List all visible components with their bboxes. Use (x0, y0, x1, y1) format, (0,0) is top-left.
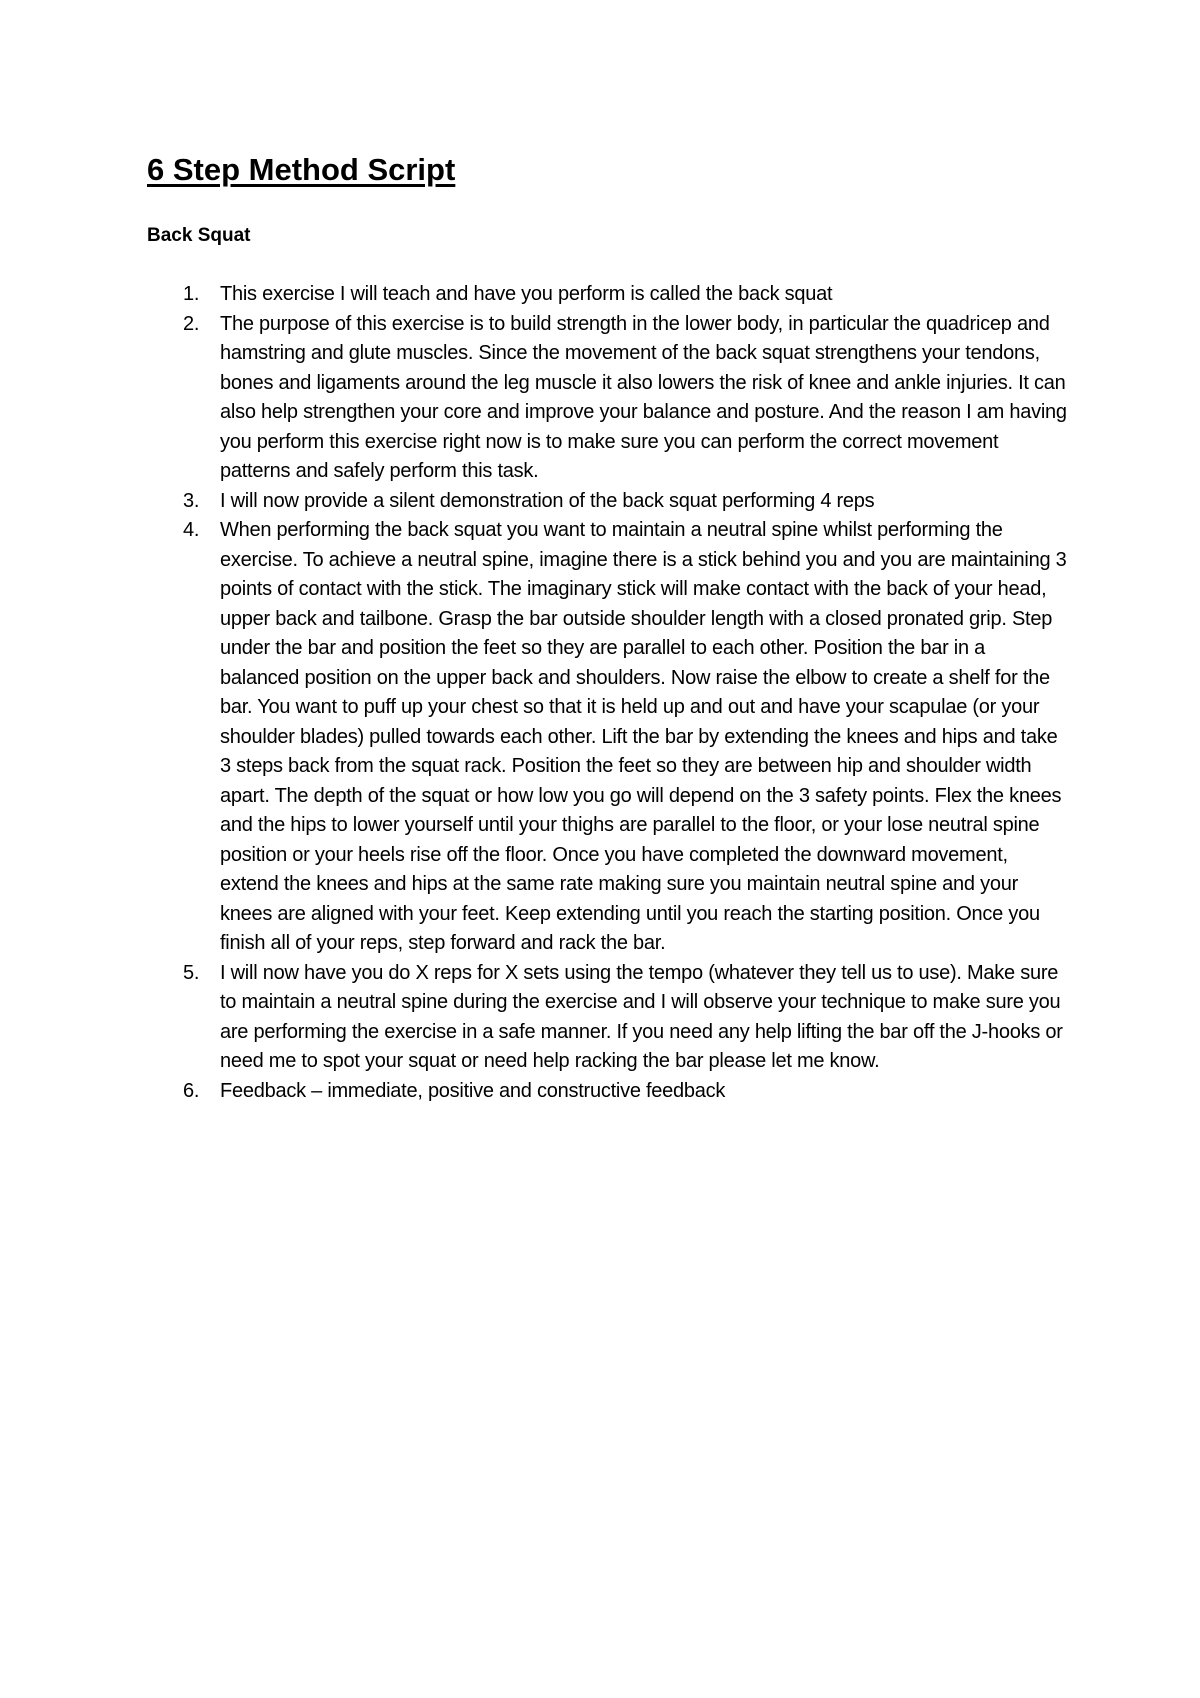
list-item (147, 487, 1067, 517)
list-item (147, 280, 1067, 310)
step-list (147, 280, 1067, 1106)
list-item (147, 1077, 1067, 1107)
step-text: Feedback – immediate, positive and constructive feedback (220, 1079, 726, 1102)
list-item (147, 959, 1067, 1077)
step-number: 4. (183, 519, 200, 541)
step-text: I will now have you do X reps for X sets using the tempo (whatever they tell us to use). Make sure to maintain a neutral spine during the exercise and I will observe your technique to make sure you are performing the exercise in a safe manner. If you need any help lifting the bar off the J-hooks or need me to spot your squat or need help racking the bar please let me know. (220, 961, 1063, 1072)
step-number: 2. (183, 312, 200, 335)
step-text: The purpose of this exercise is to build strength in the lower body, in particular the quadricep and hamstring and glute muscles. Since the movement of the back squat strengthens your tendons, bones and ligaments around the leg muscle it also lowers the risk of knee and ankle injuries. It can also help strengthen your core and improve your balance and posture. And the reason I am having you perform this exercise right now is to make sure you can perform the correct movement patterns and safely perform this task. (220, 312, 1067, 482)
exercise-subtitle: Back Squat (147, 225, 251, 246)
step-text: When performing the back squat you want to maintain a neutral spine whilst performing the exercise. To achieve a neutral spine, imagine there is a stick behind you and you are maintaining 3 points of contact with the stick. The imaginary stick will make contact with the back of your head, upper back and tailbone. Grasp the bar outside shoulder length with a closed pronated grip. Step under the bar and position the feet so they are parallel to each other. Position the bar in a balanced position on the upper back and shoulders. Now raise the elbow to create a shelf for the bar. You want to puff up your chest so that it is held up and out and have your scapulae (or your shoulder blades) pulled towards each other. Lift the bar by extending the knees and hips and take 3 steps back from the squat rack. Position the feet so they are between hip and shoulder width apart. The depth of the squat or how low you go will depend on the 3 safety points. Flex the knees and the hips to lower yourself until your thighs are parallel to the floor, or your lose neutral spine position or your heels rise off the floor. Once you have completed the downward movement, extend the knees and hips at the same rate making sure you maintain neutral spine and your knees are aligned with your feet. Keep extending until you reach the starting position. Once you finish all of your reps, step forward and rack the bar. (220, 519, 1067, 954)
list-item (147, 310, 1067, 487)
step-number: 5. (183, 961, 200, 984)
step-number: 3. (183, 489, 200, 512)
list-item (147, 516, 1067, 959)
document-title: 6 Step Method Script (147, 152, 456, 187)
step-text: This exercise I will teach and have you perform is called the back squat (220, 283, 833, 305)
step-number: 1. (183, 283, 200, 305)
step-text: I will now provide a silent demonstration of the back squat performing 4 reps (220, 489, 875, 512)
step-number: 6. (183, 1079, 200, 1102)
